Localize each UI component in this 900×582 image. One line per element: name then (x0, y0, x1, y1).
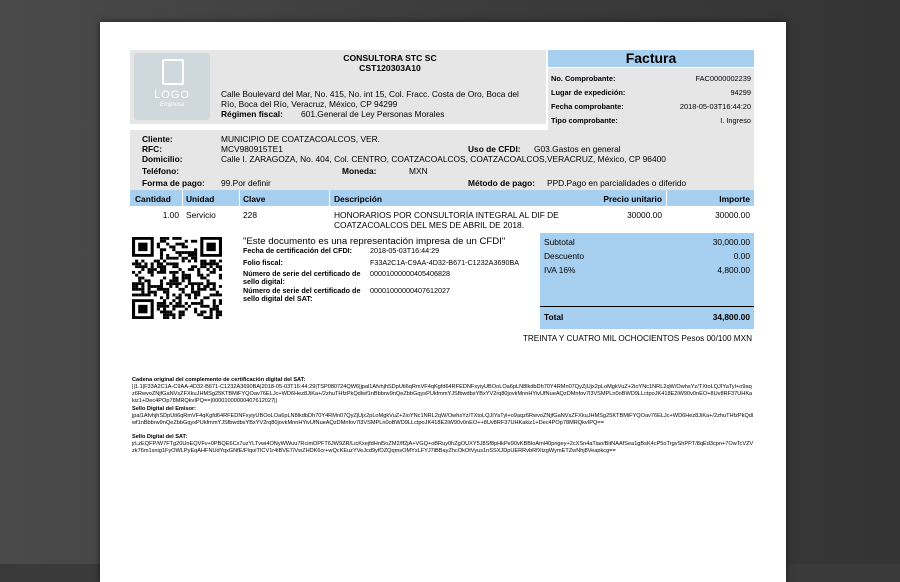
col-importe: Importe (719, 194, 750, 204)
payment-form-label: Forma de pago: (142, 178, 205, 188)
sello-sat-label: Sello Digital del SAT: (132, 434, 188, 440)
col-precio: Precio unitario (603, 194, 662, 204)
total-value: 34,800.00 (712, 312, 750, 322)
client-rfc-value: MCV980915TE1 (221, 144, 283, 154)
sello-emisor-label: Sello Digital del Emisor: (132, 406, 197, 412)
folio-value: F33A2C1A-C9AA-4D32-B671-C1232A3690BA (370, 258, 520, 267)
cfdi-use-label: Uso de CFDI: (468, 144, 521, 154)
bookmark-icon (162, 59, 184, 85)
iva-label: IVA 16% (544, 265, 576, 275)
row-unidad: Servicio (186, 210, 216, 220)
discount-value: 0.00 (733, 251, 750, 261)
subtotal-label: Subtotal (544, 237, 575, 247)
client-rfc-label: RFC: (142, 144, 163, 154)
row-precio: 30000.00 (627, 210, 662, 220)
invoice-title: Factura (625, 50, 677, 66)
cfdi-statement: "Este documento es una representación impresa de un CFDI" (243, 236, 506, 247)
currency-label: Moneda: (342, 166, 377, 176)
type-value: I. Ingreso (720, 116, 751, 125)
col-divider (239, 190, 240, 206)
client-label: Cliente: (142, 134, 173, 144)
col-divider (329, 190, 330, 206)
issuer-address: Calle Boulevard del Mar, No. 415, No. int 15, Col. Fracc. Costa de Oro, Boca del Río, Boca del Río, Veracruz, México, CP 94299 (221, 89, 519, 109)
cadena-value: ||1.1|F33A2C1A-C9AA-4D32-B671-C1232A3690BA|2018-05-03T16:44:29|TSP080724QW6|jpal1AfvhjhSDpUti6qRmVF4qKgfd64RFEDNFxyiyUBOoLOa6pLN8lkdbDh70Y4RMn07QyZjUjx2pLoMgkVuZ+2ioYNc1NRL2qW/OwhsYz/TXtoLQJIYaTyl+o9aqz6RwvoZNjfGaNVsZFXkuJHMSg25KTBMiFYQOav76ELJc+WD6Hez8JiKa+/2zhuTHfzPkQdlwf1nBbbrw9nQeZbbGqysPUkfmmYJSfbwdbsYBxYV2rq80jovkMnnHYivUfNueAQzDMnfov7l3VSMPLn0oBWD9LLctpoJK418E2iW90v0nEO+8Uv8RF37UHKakiz1+Dec4POp78MRQkvIPQ==|00001000000407612027|| (132, 384, 753, 404)
date-value: 2018-05-03T16:44:20 (679, 102, 751, 111)
subtotal-value: 30,000.00 (712, 237, 750, 247)
payment-form-value: 99.Por definir (221, 178, 271, 188)
total-label: Total (544, 312, 564, 322)
iva-value: 4,800.00 (717, 265, 750, 275)
qr-code (132, 237, 222, 319)
col-divider (666, 190, 667, 206)
cfdi-use-value: G03.Gastos en general (534, 144, 621, 154)
col-divider (182, 190, 183, 206)
amount-in-words: TREINTA Y CUATRO MIL OCHOCIENTOS Pesos 00/100 MXN (522, 334, 752, 343)
logo-text: LOGO (154, 89, 190, 101)
sat-serial-value: 00001000000407612027 (370, 286, 450, 295)
folio-label: Folio fiscal: (243, 258, 283, 267)
payment-method-label: Método de pago: (468, 178, 535, 188)
cert-serial-value: 00001000000405406828 (370, 269, 450, 278)
cert-date-value: 2018-05-03T16:44:29 (370, 246, 440, 255)
row-clave: 228 (243, 210, 257, 220)
phone-label: Teléfono: (142, 166, 180, 176)
issuer-name: CONSULTORA STC SC (343, 53, 437, 63)
issuer-rfc: CST120303A10 (359, 63, 421, 73)
row-descripcion: HONORARIOS POR CONSULTORÍA INTEGRAL AL DIF DE COATZACOALCOS DEL MES DE ABRIL DE 2018. (334, 210, 559, 230)
date-label: Fecha comprobante: (551, 102, 624, 111)
place-label: Lugar de expedición: (551, 88, 626, 97)
cert-serial-label: Número de serie del certificado de sello digital: (243, 269, 361, 286)
payment-method-value: PPD.Pago en parcialidades o diferido (547, 178, 687, 188)
regime-value: 601.General de Ley Personas Morales (301, 109, 445, 119)
invoice-no-value: FAC0000002239 (695, 74, 751, 83)
col-clave: Clave (243, 194, 266, 204)
sello-sat-value: jrLzEQFP/W7FTg20UnEQVFv+0PBQE6Cx7uzYLTvwi4ONyWWuu7RcimDPFT6JW9ZR/LicKxejfdHnl5oZM2/ff2jA+VGQ+oBRuy0hZgOUXY5J8Sf8pHkPe90vKBBloAml40pngey+2cXSn4aTiao/BitNAAfSea1gBsK4cP5oTrgvShPPT/8qEd3cpn+7OwTcVZVzk76m1snig1FyOWLPyEqAHFNUdYqxGNfE/FIqoiTICV1r4iBVE7/VwZHDK6cr+wQcKEuzYVeJcd9yfOZQqmsOMYxLFYJ7iBBayZhcOkOtVyus1nSSXJDpUERRvbRfXtzgWymETZwNhj8Veapkcg== (132, 441, 754, 454)
col-descripcion: Descripción (334, 194, 382, 204)
regime-label: Régimen fiscal: (221, 109, 283, 119)
row-importe: 30000.00 (715, 210, 750, 220)
invoice-page (100, 22, 786, 582)
cadena-label: Cadena original del complemento de certificación digital del SAT: (132, 377, 306, 383)
cert-date-label: Fecha de certificación del CFDI: (243, 246, 353, 255)
invoice-no-label: No. Comprobante: (551, 74, 616, 83)
total-divider (540, 306, 754, 307)
discount-label: Descuento (544, 251, 585, 261)
address-value: Calle I. ZARAGOZA, No. 404, Col. CENTRO, COATZACOALCOS, COATZACOALCOS,VERACRUZ, México, CP 96400 (221, 154, 666, 164)
address-label: Domicilio: (142, 154, 183, 164)
place-value: 94299 (730, 88, 751, 97)
company-logo (134, 53, 210, 120)
sello-emisor-value: jpal1AfvhjhSDpUti6qRmVF4qKgfd64RFEDNFxyiyUBOoLOa6pLN8lkdbDh70Y4RMn07QyZjUjx2pLoMgkVuZ+2ioYNc1NRL2qW/OwhsYz/TXtoLQJIYaTyl+o9aqz6RwvoZNjfGaNVsZFXkuJHMSg25KTBMiFYQOav76ELJc+WD6Hez8JiKa+/2zhuTHfzPkQdlwf1nBbbrw9nQeZbbGqysPUkfmmYJSfbwdbsYBxYV2rq80jovkMnnHYivUfNueAQzDMnfov7l3VSMPLn0oBWD9LLctpoJK418E2iW90v0nEO++8Uv8RF37UHKakiz1+Dec4POp78MRQkvIPQ== (132, 413, 754, 426)
client-value: MUNICIPIO DE COATZACOALCOS, VER. (221, 134, 380, 144)
col-cantidad: Cantidad (135, 194, 171, 204)
row-cantidad: 1.00 (162, 210, 179, 220)
type-label: Tipo comprobante: (551, 116, 618, 125)
sat-serial-label: Número de serie del certificado de sello digital del SAT: (243, 286, 361, 303)
currency-value: MXN (409, 166, 428, 176)
col-unidad: Unidad (186, 194, 215, 204)
logo-subtext: Empresa (159, 102, 184, 108)
